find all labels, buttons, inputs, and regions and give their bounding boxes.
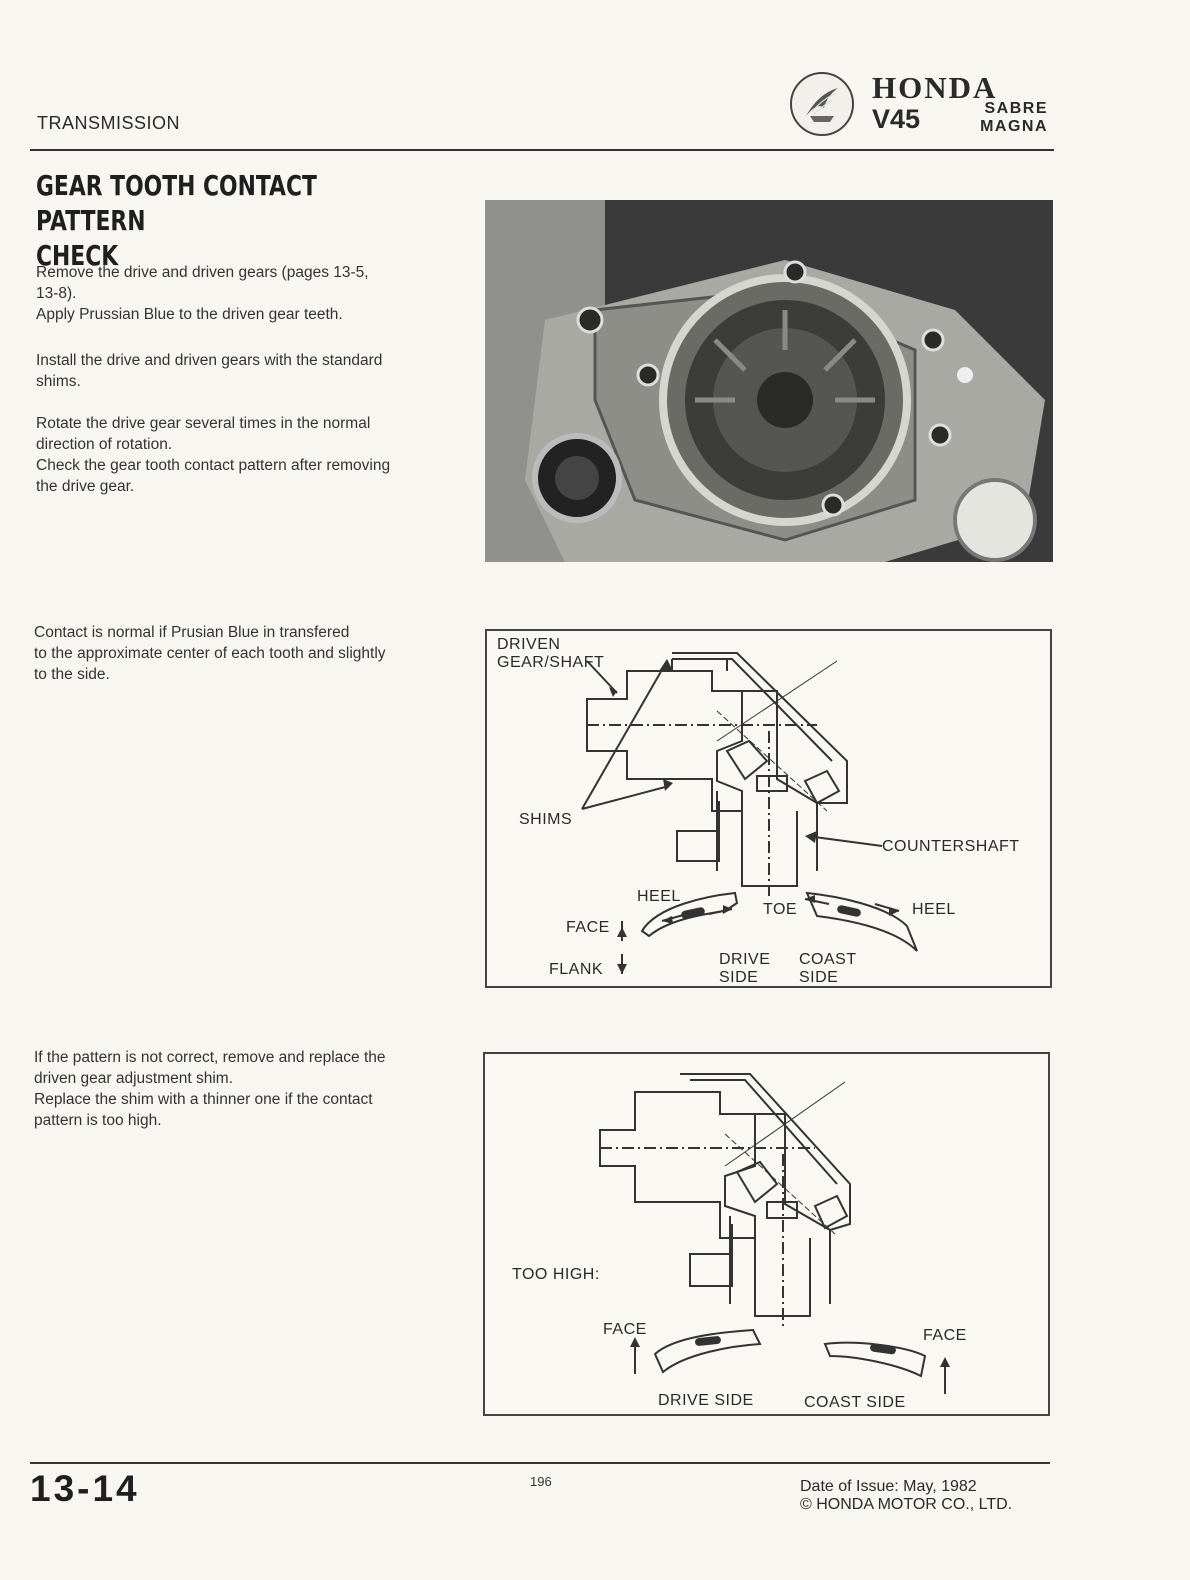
driven-gear-shaft-label: DRIVEN GEAR/SHAFT <box>497 636 605 671</box>
coast-side-label: COAST SIDE <box>799 951 857 986</box>
instruction-normal-contact: Contact is normal if Prusian Blue in transfered to the approximate center of each tooth and slightly to the side. <box>34 624 386 683</box>
instruction-rotate-check: Rotate the drive gear several times in the normal direction of rotation. Check the gear tooth contact pattern after removing the drive gear. <box>36 415 391 495</box>
page-title-line-1: GEAR TOOTH CONTACT PATTERN <box>36 169 317 237</box>
honda-logo <box>790 68 1060 144</box>
toe-label: TOE <box>763 901 798 918</box>
gear-case-photo <box>485 200 1053 562</box>
drive-side-label: DRIVE SIDE <box>719 951 771 986</box>
header-divider <box>30 149 1054 151</box>
face-left-label: FACE <box>603 1321 647 1338</box>
issue-info <box>800 1478 1012 1514</box>
section-label: TRANSMISSION <box>37 113 181 133</box>
heel-right-label: HEEL <box>912 901 956 918</box>
drive-side-label: DRIVE SIDE <box>658 1392 754 1409</box>
instruction-install-gears: Install the drive and driven gears with the standard shims. <box>36 352 383 390</box>
variant-sabre: SABRE <box>984 100 1048 117</box>
model-variants <box>952 100 1048 136</box>
variant-magna: MAGNA <box>980 118 1048 135</box>
wing-emblem-icon <box>790 72 854 136</box>
countershaft-label: COUNTERSHAFT <box>882 838 1020 855</box>
page-title <box>36 168 364 273</box>
brand-name: HONDA <box>872 70 998 105</box>
shims-label: SHIMS <box>519 811 573 828</box>
face-right-label: FACE <box>923 1327 967 1344</box>
flank-label: FLANK <box>549 961 604 978</box>
contact-pattern-too-high-figure <box>483 1052 1050 1416</box>
too-high-label: TOO HIGH: <box>512 1266 600 1283</box>
contact-pattern-normal-figure <box>485 629 1052 988</box>
instruction-replace-shim: If the pattern is not correct, remove and replace the driven gear adjustment shim. Replace the shim with a thinner one if the contact pattern is too high. <box>34 1049 386 1129</box>
page-number: 13-14 <box>30 1468 140 1509</box>
issue-date: Date of Issue: May, 1982 <box>800 1478 977 1495</box>
heel-left-label: HEEL <box>637 888 681 905</box>
instruction-remove-gears: Remove the drive and driven gears (pages 13-5, 13-8). Apply Prussian Blue to the driven gear teeth. <box>36 264 369 323</box>
coast-side-label: COAST SIDE <box>804 1394 906 1411</box>
face-label: FACE <box>566 919 610 936</box>
copyright: © HONDA MOTOR CO., LTD. <box>800 1496 1013 1513</box>
footer-divider <box>30 1462 1050 1464</box>
sheet-number: 196 <box>530 1474 552 1489</box>
page-title-line-2: CHECK <box>36 239 119 272</box>
model-name: V45 <box>872 104 921 134</box>
